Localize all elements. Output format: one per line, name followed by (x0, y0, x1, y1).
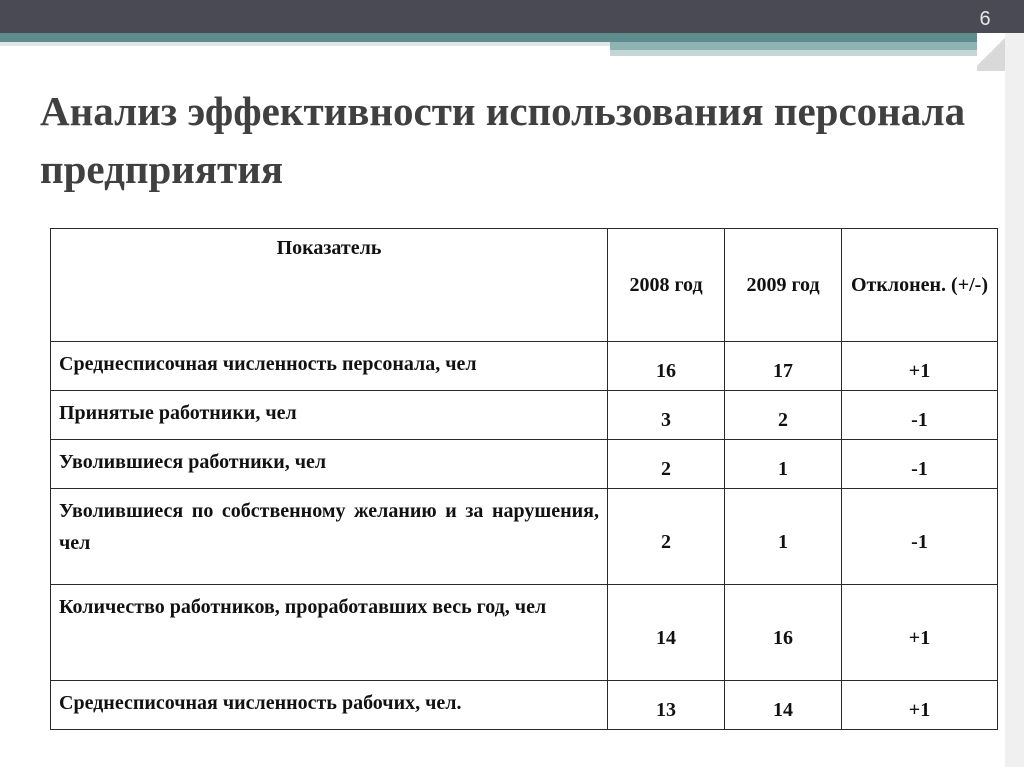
cell-2009: 14 (725, 681, 842, 730)
cell-2009: 17 (725, 342, 842, 391)
cell-2008: 3 (608, 391, 725, 440)
row-label: Принятые работники, чел (51, 391, 608, 440)
table-row (51, 489, 998, 585)
cell-deviation: +1 (842, 585, 998, 681)
header-2008: 2008 год (608, 229, 725, 342)
page-fold-icon (977, 33, 1005, 71)
header-indicator: Показатель (51, 229, 608, 342)
cell-2009: 1 (725, 440, 842, 489)
accent-band-secondary (610, 42, 1005, 50)
personnel-table (50, 228, 998, 730)
table-row (51, 585, 998, 681)
slide-title: Анализ эффективности использования персонала предприятия (40, 88, 966, 192)
accent-band (0, 33, 1005, 42)
row-label: Уволившиеся по собственному желанию и за нарушения, чел (51, 489, 608, 585)
header-band (0, 0, 1024, 33)
table-header-row (51, 229, 998, 342)
header-deviation: Отклонен. (+/-) (842, 229, 998, 342)
accent-band-light (0, 42, 610, 46)
row-label: Количество работников, проработавших весь год, чел (51, 585, 608, 681)
slide-frame-right (1005, 33, 1024, 767)
cell-2009: 2 (725, 391, 842, 440)
header-2009: 2009 год (725, 229, 842, 342)
cell-2008: 16 (608, 342, 725, 391)
cell-deviation: +1 (842, 342, 998, 391)
cell-2008: 14 (608, 585, 725, 681)
cell-2008: 2 (608, 489, 725, 585)
accent-band-tertiary (610, 50, 1005, 56)
row-label: Среднесписочная численность персонала, чел (51, 342, 608, 391)
cell-deviation: -1 (842, 391, 998, 440)
cell-2008: 13 (608, 681, 725, 730)
cell-deviation: -1 (842, 489, 998, 585)
cell-deviation: +1 (842, 681, 998, 730)
cell-deviation: -1 (842, 440, 998, 489)
row-label: Среднесписочная численность рабочих, чел. (51, 681, 608, 730)
row-label: Уволившиеся работники, чел (51, 440, 608, 489)
cell-2009: 1 (725, 489, 842, 585)
table-row (51, 391, 998, 440)
cell-2008: 2 (608, 440, 725, 489)
slide-number: 6 (979, 8, 991, 30)
table-row (51, 440, 998, 489)
table-row (51, 681, 998, 730)
table-row (51, 342, 998, 391)
cell-2009: 16 (725, 585, 842, 681)
